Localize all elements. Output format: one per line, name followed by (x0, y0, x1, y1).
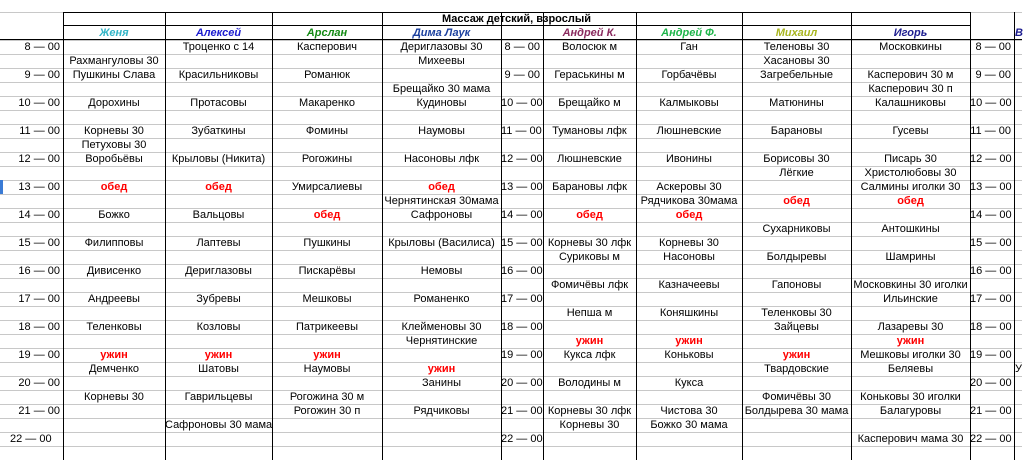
appointment-cell[interactable]: Патрикеевы (295, 321, 358, 333)
appointment-cell[interactable]: Московкины 30 иголки (853, 279, 968, 291)
appointment-cell[interactable]: Пушкины Слава (72, 69, 156, 81)
appointment-cell[interactable]: Калмыковы (659, 97, 719, 109)
appointment-cell[interactable]: Борисовы 30 (763, 153, 830, 165)
appointment-cell[interactable]: Наумовы (303, 363, 351, 375)
appointment-cell[interactable]: Касперович мама 30 (857, 433, 964, 445)
appointment-cell[interactable]: Матюнины (769, 97, 824, 109)
appointment-cell[interactable]: Наумовы (418, 125, 465, 137)
appointment-cell[interactable]: Непша м (566, 307, 613, 319)
appointment-cell[interactable]: Чернятинская 30мама (384, 195, 499, 207)
appointment-cell[interactable]: Беляевы (887, 363, 934, 375)
appointment-cell[interactable]: Чистова 30 (660, 405, 718, 417)
appointment-cell[interactable]: Лёгкие (779, 167, 814, 179)
time-label: 20 — 00 (18, 377, 60, 389)
appointment-cell[interactable]: Гапоновы (771, 279, 822, 291)
appointment-cell[interactable]: Кукса лфк (563, 349, 616, 361)
time-label: 14 — 00 (18, 209, 60, 221)
break-cell[interactable]: ужин (782, 349, 811, 361)
time-label: 20 — 00 (970, 377, 1012, 389)
time-label: 16 — 00 (501, 265, 543, 277)
appointment-cell[interactable]: Дорохины (88, 97, 140, 109)
appointment-cell[interactable]: Насоновы лфк (403, 153, 480, 165)
time-label: 17 — 00 (501, 293, 543, 305)
row-gridline (0, 110, 1022, 111)
masseur-header[interactable]: Андрей Ф. (661, 27, 717, 39)
sheet-title: Массаж детский, взрослый (442, 13, 591, 25)
appointment-cell[interactable]: Твардовские (764, 363, 829, 375)
row-gridline (0, 306, 1022, 307)
break-cell[interactable]: обед (897, 195, 924, 207)
appointment-cell[interactable]: Корневы 30 (84, 391, 144, 403)
time-label: 8 — 00 (504, 41, 540, 53)
time-label: 13 — 00 (18, 181, 60, 193)
appointment-cell[interactable]: Макаренко (299, 97, 355, 109)
row-gridline (0, 418, 1022, 419)
appointment-cell[interactable]: Люшневские (656, 125, 722, 137)
appointment-cell[interactable]: Божко 30 мама (650, 419, 728, 431)
appointment-cell[interactable]: Божко (98, 209, 130, 221)
appointment-cell[interactable]: Воробьёвы (85, 153, 143, 165)
appointment-cell[interactable]: Романюк (304, 69, 350, 81)
masseur-header[interactable]: Женя (99, 27, 129, 39)
time-label: 12 — 00 (970, 153, 1012, 165)
appointment-cell[interactable]: Болдыревы (766, 251, 827, 263)
time-label: 9 — 00 (504, 69, 540, 81)
break-cell[interactable]: обед (783, 195, 810, 207)
appointment-cell[interactable]: Гаврильцевы (184, 391, 253, 403)
masseur-header[interactable]: Михаил (775, 27, 818, 39)
time-label: 12 — 00 (18, 153, 60, 165)
time-label: 20 — 00 (501, 377, 543, 389)
appointment-cell[interactable]: Лазаревы 30 (877, 321, 944, 333)
time-label: 15 — 00 (970, 237, 1012, 249)
appointment-cell[interactable]: Крыловы (Василиса) (388, 237, 495, 249)
appointment-cell[interactable]: Калашниковы (875, 97, 946, 109)
time-label: 10 — 00 (18, 97, 60, 109)
masseur-header[interactable]: Игорь (893, 27, 928, 39)
time-label: 10 — 00 (970, 97, 1012, 109)
appointment-cell[interactable]: Рогожин 30 п (293, 405, 361, 417)
appointment-cell[interactable]: Вальцовы (192, 209, 245, 221)
appointment-cell[interactable]: Барановы лфк (552, 181, 627, 193)
appointment-cell[interactable]: Рядчикова 30мама (640, 195, 738, 207)
appointment-cell[interactable]: Протасовы (190, 97, 247, 109)
time-label: 15 — 00 (501, 237, 543, 249)
appointment-cell[interactable]: Антошкины (881, 223, 940, 235)
break-cell[interactable]: ужин (204, 349, 233, 361)
appointment-cell[interactable]: Насоновы (663, 251, 715, 263)
appointment-cell[interactable]: Ильинские (883, 293, 938, 305)
time-label: 13 — 00 (501, 181, 543, 193)
time-label: 21 — 00 (18, 405, 60, 417)
appointment-cell[interactable]: Салмины иголки 30 (860, 181, 961, 193)
appointment-cell[interactable]: Касперович (296, 41, 358, 53)
time-label: 11 — 00 (501, 125, 542, 137)
appointment-cell[interactable]: Зайцевы (774, 321, 819, 333)
appointment-cell[interactable]: Лаптевы (196, 237, 241, 249)
appointment-cell[interactable]: Троценко с 14 (182, 41, 255, 53)
appointment-cell[interactable]: Писарь 30 (884, 153, 937, 165)
time-label: 17 — 00 (18, 293, 60, 305)
time-label: 22 — 00 (501, 433, 543, 445)
appointment-cell[interactable]: Суриковы м (558, 251, 620, 263)
appointment-cell[interactable]: Касперович 30 м (867, 69, 954, 81)
appointment-cell[interactable]: Мешковы иголки 30 (860, 349, 961, 361)
appointment-cell[interactable]: Коньковы 30 иголки (860, 391, 961, 403)
break-cell[interactable]: ужин (313, 349, 341, 361)
appointment-cell[interactable]: Теленковы 30 (761, 307, 832, 319)
appointment-cell[interactable]: Михеевы (418, 55, 465, 67)
time-label: 9 — 00 (24, 69, 60, 81)
appointment-cell[interactable]: Дериглазовы (185, 265, 252, 277)
appointment-cell[interactable]: Дериглазовы 30 (400, 41, 483, 53)
break-cell[interactable]: обед (428, 181, 455, 193)
appointment-cell[interactable]: Корневы 30 (84, 125, 144, 137)
time-label: 11 — 00 (970, 125, 1011, 137)
appointment-cell[interactable]: Зубревы (196, 293, 241, 305)
appointment-cell[interactable]: Тумановы лфк (552, 125, 627, 137)
time-label: 14 — 00 (501, 209, 543, 221)
time-label: 21 — 00 (970, 405, 1012, 417)
time-label: 14 — 00 (970, 209, 1012, 221)
break-cell[interactable]: обед (675, 209, 703, 221)
appointment-cell[interactable]: Зубаткины (191, 125, 246, 137)
time-label: 18 — 00 (970, 321, 1012, 333)
break-cell[interactable]: ужин (100, 349, 128, 361)
appointment-cell[interactable]: Корневы 30 (559, 419, 620, 431)
appointment-cell[interactable]: Касперович 30 п (868, 83, 953, 95)
appointment-cell[interactable]: Люшневские (557, 153, 622, 165)
appointment-cell[interactable]: Чернятинские (405, 335, 478, 347)
time-label: 22 — 00 (10, 433, 52, 445)
appointment-cell[interactable]: Козловы (196, 321, 241, 333)
appointment-cell[interactable]: Рогожина 30 м (289, 391, 365, 403)
masseur-header[interactable]: Алексей (195, 27, 242, 39)
appointment-cell[interactable]: Гусевы (892, 125, 929, 137)
appointment-cell[interactable]: Шатовы (198, 363, 239, 375)
break-cell[interactable]: обед (205, 181, 232, 193)
appointment-cell[interactable]: Загребельные (759, 69, 834, 81)
appointment-cell[interactable]: Рахмангуловы 30 (69, 55, 159, 67)
appointment-cell[interactable]: Брещайко м (558, 97, 621, 109)
time-label: 8 — 00 (24, 41, 60, 53)
appointment-cell[interactable]: Кукса (674, 377, 704, 389)
appointment-cell[interactable]: Пушкины (303, 237, 351, 249)
appointment-cell[interactable]: Корневы 30 лфк (547, 237, 632, 249)
appointment-cell[interactable]: Теленковы (86, 321, 142, 333)
appointment-cell[interactable]: Шамрины (885, 251, 936, 263)
time-label: 16 — 00 (18, 265, 60, 277)
appointment-cell[interactable]: Гераськины м (554, 69, 625, 81)
time-label: 16 — 00 (970, 265, 1012, 277)
appointment-cell[interactable]: Клейменовы 30 (401, 321, 482, 333)
row-gridline (0, 446, 1022, 447)
time-label: 10 — 00 (501, 97, 543, 109)
appointment-cell[interactable]: Коньковы (664, 349, 714, 361)
appointment-cell[interactable]: Умирсалиевы (291, 181, 363, 193)
time-label: 9 — 00 (975, 69, 1011, 81)
edge-header-letter: В (1015, 27, 1023, 39)
appointment-cell[interactable]: Дивисенко (86, 265, 142, 277)
appointment-cell[interactable]: Корневы 30 лфк (547, 405, 632, 417)
appointment-cell[interactable]: Балагуровы (879, 405, 942, 417)
time-label: 12 — 00 (501, 153, 543, 165)
appointment-cell[interactable]: Хасановы 30 (763, 55, 830, 67)
appointment-cell[interactable]: Сухарниковы (762, 223, 831, 235)
appointment-cell[interactable]: Ган (680, 41, 698, 53)
appointment-cell[interactable]: Занины (422, 377, 461, 389)
appointment-cell[interactable]: Романенко (413, 293, 470, 305)
appointment-cell[interactable]: Крыловы (Никита) (171, 153, 266, 165)
appointment-cell[interactable]: Московкины (879, 41, 942, 53)
masseur-header[interactable]: Арслан (306, 27, 348, 39)
appointment-cell[interactable]: Христолюбовы 30 (864, 167, 957, 179)
appointment-cell[interactable]: Горбачёвы (661, 69, 717, 81)
time-label: 18 — 00 (18, 321, 60, 333)
time-label: 18 — 00 (501, 321, 543, 333)
column-border (1014, 12, 1015, 460)
time-label: 19 — 00 (501, 349, 543, 361)
appointment-cell[interactable]: Корневы 30 (659, 237, 719, 249)
time-label: 19 — 00 (970, 349, 1012, 361)
break-cell[interactable]: ужин (575, 335, 604, 347)
appointment-cell[interactable]: Ивонины (666, 153, 712, 165)
appointment-cell[interactable]: Теленовы 30 (763, 41, 830, 53)
appointment-cell[interactable]: Рядчиковы (413, 405, 470, 417)
break-cell[interactable]: обед (313, 209, 341, 221)
appointment-cell[interactable]: Казначеевы (658, 279, 720, 291)
break-cell[interactable]: обед (576, 209, 603, 221)
masseur-header[interactable]: Андрей К. (562, 27, 617, 39)
appointment-cell[interactable]: Немовы (420, 265, 463, 277)
appointment-cell[interactable]: Сафроновы 30 мама (165, 419, 273, 431)
appointment-cell[interactable]: Волосюк м (561, 41, 618, 53)
break-cell[interactable]: ужин (427, 363, 456, 375)
appointment-cell[interactable]: Демченко (88, 363, 140, 375)
appointment-cell[interactable]: Болдырева 30 мама (744, 405, 849, 417)
appointment-cell[interactable]: Филипповы (84, 237, 144, 249)
break-cell[interactable]: обед (100, 181, 128, 193)
appointment-cell[interactable]: Володины м (558, 377, 621, 389)
appointment-cell[interactable]: Рогожины (301, 153, 353, 165)
break-cell[interactable]: ужин (896, 335, 925, 347)
appointment-cell[interactable]: Андреевы (88, 293, 140, 305)
appointment-cell[interactable]: Брещайко 30 мама (392, 83, 491, 95)
time-label: 19 — 00 (18, 349, 60, 361)
time-label: 8 — 00 (975, 41, 1011, 53)
time-label: 13 — 00 (970, 181, 1012, 193)
appointment-cell[interactable]: Петуховы 30 (81, 139, 147, 151)
appointment-cell[interactable]: Барановы (770, 125, 823, 137)
time-label: 11 — 00 (19, 125, 60, 137)
time-label: 22 — 00 (970, 433, 1012, 445)
masseur-header[interactable]: Дима Лаук (412, 27, 471, 39)
time-label: 15 — 00 (18, 237, 60, 249)
appointment-cell[interactable]: Аскеровы 30 (656, 181, 722, 193)
edge-cell: У (1015, 363, 1022, 375)
time-label: 17 — 00 (970, 293, 1012, 305)
appointment-cell[interactable]: Пискарёвы (298, 265, 356, 277)
time-label: 21 — 00 (501, 405, 543, 417)
appointment-cell[interactable]: Кудиновы (416, 97, 467, 109)
appointment-cell[interactable]: Сафроновы (410, 209, 473, 221)
appointment-cell[interactable]: Фомичёвы 30 (761, 391, 832, 403)
break-cell[interactable]: ужин (675, 335, 703, 347)
appointment-cell[interactable]: Мешковы (302, 293, 352, 305)
appointment-cell[interactable]: Фомичёвы лфк (550, 279, 629, 291)
appointment-cell[interactable]: Коняшкины (659, 307, 719, 319)
appointment-cell[interactable]: Красильниковы (178, 69, 259, 81)
appointment-cell[interactable]: Фомины (305, 125, 349, 137)
